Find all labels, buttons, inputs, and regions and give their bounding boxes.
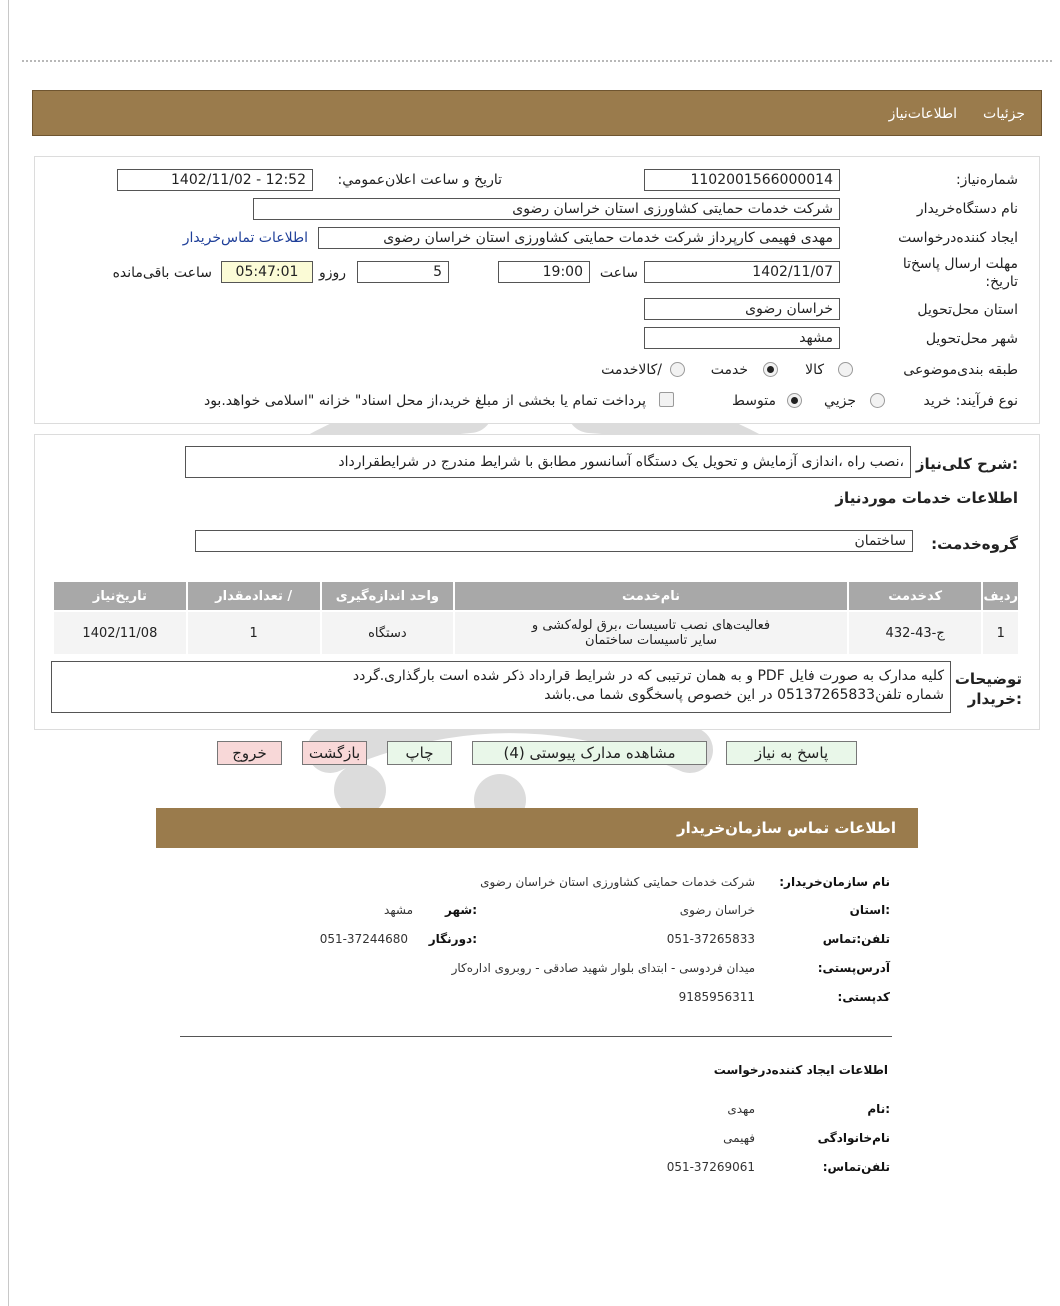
requester-title: اطلاعات ایجاد کننده‌درخواست [713,1063,888,1077]
province-field: خراسان رضوی [644,298,840,320]
th-index: ردیف [983,582,1018,610]
announce-date-field: 1402/11/02 - 12:52 [117,169,313,191]
service-group-field: ساختمان [195,530,913,552]
need-number-field: 1102001566000014 [644,169,840,191]
contact-city-label: :شهر [445,903,477,917]
contact-org-label: نام سازمان‌خریدار: [779,875,890,889]
contact-postal-value: 9185956311 [678,990,755,1004]
top-dotted-divider [22,60,1052,62]
category-service-radio[interactable] [763,362,778,377]
deadline-label: مهلت ارسال پاسخ‌تا [902,256,1018,272]
requester-family-value: فهیمی [723,1131,755,1145]
view-attachments-button[interactable]: مشاهده مدارک پیوستی (4) [472,741,707,765]
deadline-time-field: 19:00 [498,261,590,283]
deadline-label-date: تاریخ: [985,274,1018,290]
requester-phone-label: تلفن‌تماس: [822,1160,890,1174]
contact-separator [180,1036,892,1037]
deadline-time-label: ساعت [599,265,638,281]
services-table [52,580,1020,656]
category-goods-label: کالا [805,362,824,378]
page-left-border [8,0,9,1306]
need-info-panel [34,156,1040,424]
process-medium-radio[interactable] [787,393,802,408]
treasury-payment-checkbox[interactable] [659,392,674,407]
days-field: 5 [357,261,449,283]
table-row [54,612,1018,654]
contact-org-value: شرکت خدمات حمایتی کشاورزی استان خراسان رضوی [480,875,755,889]
th-unit: واحد اندازه‌گیری [322,582,454,610]
th-date: تاریخ‌نیاز [54,582,186,610]
contact-province-label: :استان [849,903,890,917]
service-group-label: گروه‌خدمت: [931,535,1018,553]
category-goods-radio[interactable] [838,362,853,377]
remaining-time-field: 05:47:01 [221,261,313,283]
contact-phone-label: تلفن:تماس [822,932,890,946]
requester-name-value: مهدی [727,1102,755,1116]
category-label: طبقه بندی‌موضوعی [903,362,1018,378]
buyer-notes-field: کلیه مدارک به صورت فایل PDF و به همان ترتیبی که در شرایط قرارداد ذکر شده است بارگذاری.گردد شماره تلفن05137265833 در این خصوص پاسخگوی شما می.باشد [51,661,951,713]
contact-address-label: آدرس‌پستی: [817,961,890,975]
summary-field: ،نصب راه ،اندازی آزمایش و تحویل یک دستگاه آسانسور مطابق با شرایط مندرج در شرایطقرارداد [185,446,911,478]
process-minor-label: جزیي [824,393,856,409]
buyer-org-field: شرکت خدمات حمایتی کشاورزی استان خراسان رضوی [253,198,840,220]
process-minor-radio[interactable] [870,393,885,408]
contact-province-value: خراسان رضوی [679,903,755,917]
creator-label: ایجاد کننده‌درخواست [898,230,1018,246]
cell-name: فعالیت‌های نصب تاسیسات ،برق لوله‌کشی و سایر تاسیسات ساختمان [455,612,847,654]
buyer-contact-title: اطلاعات تماس سازمان‌خریدار [676,819,896,837]
category-service-label: خدمت [710,362,748,378]
cell-date: 1402/11/08 [54,612,186,654]
print-button[interactable]: چاپ [387,741,452,765]
process-type-label: نوع فرآیند: خرید [923,393,1018,409]
requester-name-label: :نام [867,1102,890,1116]
category-goods-service-radio[interactable] [670,362,685,377]
need-number-label: شماره‌نیاز: [955,172,1018,188]
cell-unit: دستگاه [322,612,454,654]
contact-postal-label: کد‌پستی: [837,990,890,1004]
buyer-notes-label-2: :خریدار [967,690,1022,708]
exit-button[interactable]: خروج [217,741,282,765]
announce-date-label: تاریخ و ساعت اعلان‌عمومي: [337,172,502,188]
province-label: استان محل‌تحویل [917,302,1018,318]
services-title: اطلاعات خدمات موردنیاز [835,489,1018,507]
creator-field: مهدی فهیمی کارپرداز شرکت خدمات حمایتی کشاورزی استان خراسان رضوی [318,227,840,249]
buyer-notes-label: توضیحات [954,670,1022,688]
treasury-payment-note: پرداخت تمام یا بخشی از مبلغ خرید،از محل اسناد" خزانه "اسلامی خواهد.بود [203,393,646,409]
cell-qty: 1 [188,612,320,654]
city-label: شهر محل‌تحویل [925,331,1018,347]
days-label: روزو [318,265,346,281]
contact-phone-value: 051-37265833 [666,932,755,946]
buyer-contact-header [156,808,918,848]
th-name: نام‌خدمت [455,582,847,610]
cell-index: 1 [983,612,1018,654]
deadline-date-field: 1402/11/07 [644,261,840,283]
contact-address-value: میدان فردوسی - ابتدای بلوار شهید صادقی - روبروی اداره‌کار [451,961,755,975]
summary-label: :شرح کلی‌نیاز [915,455,1018,473]
contact-fax-value: 051-37244680 [319,932,408,946]
cell-code: ج-43-432 [849,612,982,654]
process-medium-label: متوسط [732,393,776,409]
details-header-bar [32,90,1042,136]
tab-need-info[interactable]: اطلاعات‌نیاز [888,106,957,122]
contact-city-value: مشهد [384,903,413,917]
back-button[interactable]: بازگشت [302,741,367,765]
requester-phone-value: 051-37269061 [666,1160,755,1174]
th-qty: / تعدادمقدار [188,582,320,610]
category-goods-service-label: /کالاخدمت [601,362,662,378]
city-field: مشهد [644,327,840,349]
reply-button[interactable]: پاسخ به نیاز [726,741,857,765]
remaining-time-label: ساعت باقی‌مانده [112,265,212,281]
contact-fax-label: :دورنگار [428,932,477,946]
tab-details[interactable]: جزئیات [983,106,1025,122]
buyer-org-label: نام دستگاه‌خریدار [916,201,1018,217]
th-code: کدخدمت [849,582,982,610]
buyer-contact-link[interactable]: اطلاعات تماس‌خریدار [182,230,308,246]
requester-family-label: نام‌خانوادگی [817,1131,890,1145]
